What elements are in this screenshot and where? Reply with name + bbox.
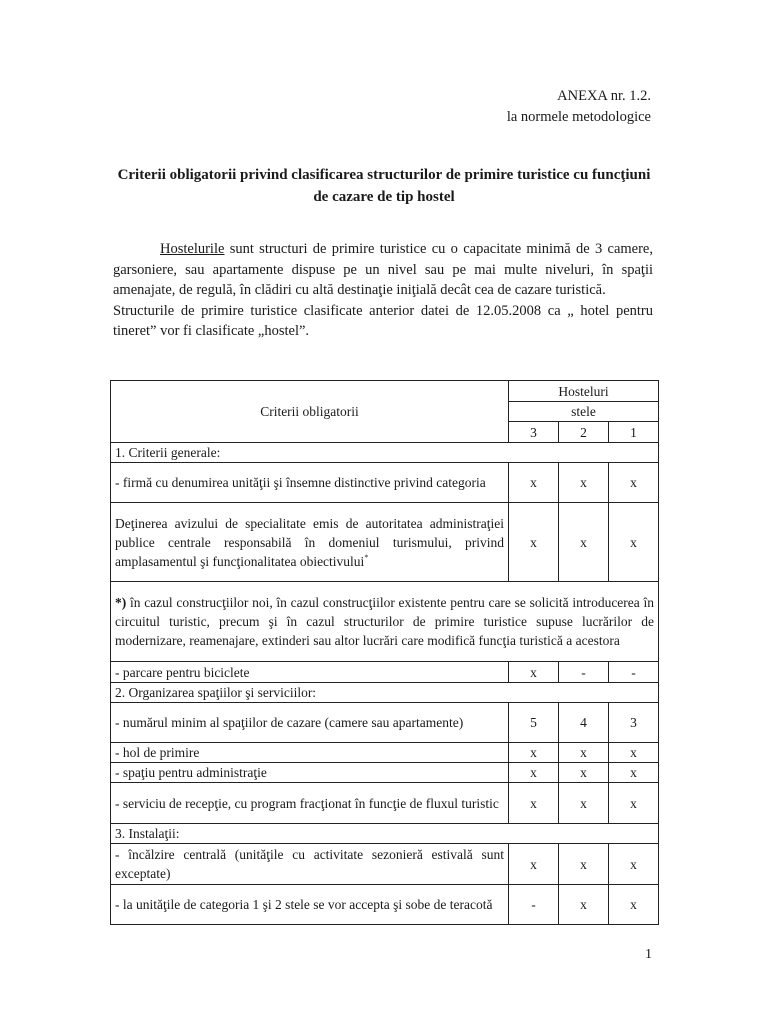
value-cell: x <box>609 885 659 925</box>
value-cell: x <box>559 763 609 783</box>
intro-term: Hostelurile <box>160 241 225 257</box>
intro-text <box>113 239 653 342</box>
value-cell: x <box>559 844 609 885</box>
table-row <box>111 662 659 683</box>
table-row <box>111 885 659 925</box>
value-cell: x <box>559 783 609 824</box>
criterion-text: - încălzire centrală (unităţile cu activitate sezonieră estivală sunt exceptate) <box>111 844 509 885</box>
value-cell: 3 <box>609 703 659 743</box>
footnote-mark: *) <box>115 595 127 610</box>
criterion-text: - serviciu de recepţie, cu program fracţionat în funcţie de fluxul turistic <box>111 783 509 824</box>
document-title: Criterii obligatorii privind clasificarea structurilor de primire turistice cu funcţiuni de cazare de tip hostel <box>117 167 651 205</box>
stars-header: stele <box>509 402 659 422</box>
value-cell: x <box>509 503 559 582</box>
criterion-text: - numărul minim al spaţiilor de cazare (camere sau apartamente) <box>111 703 509 743</box>
annex-header <box>507 86 651 128</box>
value-cell: - <box>609 662 659 683</box>
value-cell: x <box>609 463 659 503</box>
footnote-text <box>111 582 659 662</box>
page-number: 1 <box>645 947 652 962</box>
section-general: 1. Criterii generale: <box>111 443 659 463</box>
intro-paragraph-1 <box>113 239 653 301</box>
footnote-row <box>111 582 659 662</box>
intro-paragraph-1-text: sunt structuri de primire turistice cu o capacitate minimă de 3 camere, garsoniere, sau apartamente dispuse pe un nivel sau pe mai multe niveluri, în spaţii amenajate, de regulă, în clădiri cu altă destinaţie iniţială decât cea de cazare turistică. <box>113 241 653 298</box>
value-cell: 4 <box>559 703 609 743</box>
table-header-row <box>111 381 659 402</box>
criterion-text: - spaţiu pentru administraţie <box>111 763 509 783</box>
star-level-1: 1 <box>609 422 659 443</box>
hostels-header: Hosteluri <box>509 381 659 402</box>
value-cell: x <box>609 844 659 885</box>
value-cell: x <box>509 763 559 783</box>
value-cell: x <box>559 743 609 763</box>
value-cell: x <box>559 885 609 925</box>
star-level-3: 3 <box>509 422 559 443</box>
value-cell: x <box>509 662 559 683</box>
annex-number: ANEXA nr. 1.2. <box>557 88 651 104</box>
footnote-marker: * <box>364 552 369 562</box>
value-cell: x <box>609 783 659 824</box>
star-level-2: 2 <box>559 422 609 443</box>
annex-subtitle: la normele metodologice <box>506 109 651 125</box>
table-row <box>111 844 659 885</box>
section-spaces: 2. Organizarea spaţiilor şi serviciilor: <box>111 683 659 703</box>
section-row <box>111 824 659 844</box>
section-row <box>111 683 659 703</box>
section-installations: 3. Instalaţii: <box>111 824 659 844</box>
table-row <box>111 743 659 763</box>
value-cell: x <box>509 844 559 885</box>
value-cell: x <box>609 743 659 763</box>
value-cell: x <box>609 503 659 582</box>
criterion-text: - parcare pentru biciclete <box>111 662 509 683</box>
footnote-body: în cazul construcţiilor noi, în cazul construcţiilor existente pentru care se solicită introducerea în circuitul turistic, precum şi în cazul structurilor de primire turistice supuse lucrărilor de modernizare, reamenajare, extinderi sau altor lucrări care modifică funcţia turistică a acestora <box>115 595 654 648</box>
value-cell: 5 <box>509 703 559 743</box>
table-row <box>111 463 659 503</box>
criterion-text <box>111 503 509 582</box>
table-row <box>111 763 659 783</box>
intro-paragraph-2: Structurile de primire turistice clasificate anterior datei de 12.05.2008 ca „ hotel pentru tineret” vor fi clasificate „hostel”. <box>113 302 653 339</box>
value-cell: x <box>609 763 659 783</box>
table-row <box>111 503 659 582</box>
table-row <box>111 783 659 824</box>
value-cell: x <box>509 743 559 763</box>
criteria-header: Criterii obligatorii <box>111 381 509 443</box>
value-cell: - <box>509 885 559 925</box>
value-cell: x <box>559 503 609 582</box>
permit-text: Deţinerea avizului de specialitate emis de autoritatea administraţiei publice centrale responsabilă în domeniul turismului, privind amplasamentul şi funcţionalitatea obiectivului <box>115 515 504 569</box>
criteria-table <box>110 380 659 925</box>
criterion-text: - hol de primire <box>111 743 509 763</box>
value-cell: x <box>509 783 559 824</box>
value-cell: x <box>509 463 559 503</box>
value-cell: - <box>559 662 609 683</box>
criterion-text: - firmă cu denumirea unităţii şi însemne distinctive privind categoria <box>111 463 509 503</box>
section-row <box>111 443 659 463</box>
criterion-text: - la unităţile de categoria 1 şi 2 stele se vor accepta şi sobe de teracotă <box>111 885 509 925</box>
table-row <box>111 703 659 743</box>
value-cell: x <box>559 463 609 503</box>
